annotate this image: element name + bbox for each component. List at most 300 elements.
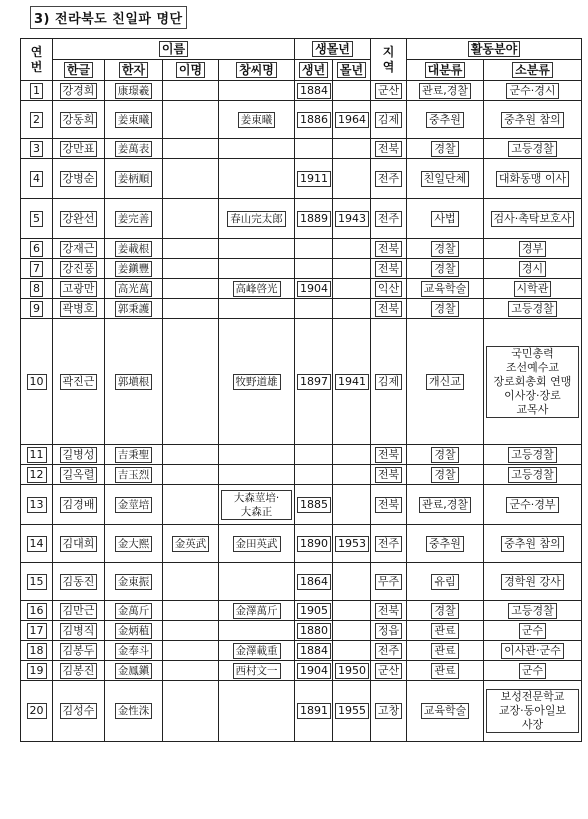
cell-hangul-text: 곽병호 — [60, 301, 98, 317]
cell-minor-text: 고등경찰 — [508, 447, 557, 463]
cell-no — [21, 199, 53, 239]
cell-soshi — [219, 139, 295, 159]
cell-birth — [295, 641, 333, 661]
cell-soshi — [219, 319, 295, 445]
cell-hanja-text: 姜鎭豐 — [115, 261, 153, 277]
cell-hanja-text: 金東振 — [115, 574, 153, 590]
cell-major — [407, 445, 484, 465]
cell-minor-text: 군수·경시 — [506, 83, 558, 99]
cell-hangul — [53, 139, 105, 159]
cell-minor — [484, 239, 582, 259]
cell-no-text: 14 — [27, 536, 47, 552]
table-row — [21, 465, 582, 485]
cell-minor-text: 고등경찰 — [508, 467, 557, 483]
cell-region — [371, 319, 407, 445]
cell-hanja — [105, 81, 163, 101]
cell-hanja — [105, 279, 163, 299]
cell-hanja — [105, 199, 163, 239]
cell-death — [333, 159, 371, 199]
cell-hangul — [53, 621, 105, 641]
cell-major — [407, 641, 484, 661]
cell-no — [21, 259, 53, 279]
cell-hanja-text: 姜完善 — [115, 211, 153, 227]
cell-hangul — [53, 563, 105, 601]
cell-minor — [484, 139, 582, 159]
table-row — [21, 445, 582, 465]
cell-alias — [163, 445, 219, 465]
cell-hangul-text: 강재근 — [60, 241, 98, 257]
cell-region-text: 무주 — [375, 574, 402, 590]
table-row — [21, 299, 582, 319]
cell-major — [407, 299, 484, 319]
cell-alias — [163, 641, 219, 661]
cell-birth — [295, 621, 333, 641]
page-title: 3) 전라북도 친일파 명단 — [30, 6, 187, 29]
cell-death — [333, 465, 371, 485]
cell-alias — [163, 101, 219, 139]
cell-hanja — [105, 139, 163, 159]
cell-no — [21, 139, 53, 159]
cell-birth — [295, 199, 333, 239]
cell-minor-text: 시학관 — [514, 281, 552, 297]
cell-birth-text: 1897 — [297, 374, 331, 390]
cell-alias — [163, 681, 219, 742]
cell-birth — [295, 299, 333, 319]
cell-no — [21, 159, 53, 199]
cell-no-text: 13 — [27, 497, 47, 513]
header-birth: 생년 — [295, 60, 333, 81]
roster-table — [20, 38, 582, 742]
cell-minor-text: 군수 — [519, 663, 546, 679]
cell-major-text: 개신교 — [426, 374, 464, 390]
cell-hanja-text: 吉玉烈 — [115, 467, 153, 483]
cell-major — [407, 563, 484, 601]
cell-alias — [163, 199, 219, 239]
cell-region — [371, 485, 407, 525]
header-hanja: 한자 — [105, 60, 163, 81]
cell-region-text: 익산 — [375, 281, 402, 297]
header-row-bottom — [21, 60, 582, 81]
cell-no — [21, 661, 53, 681]
header-no-top: 연 — [30, 44, 43, 59]
cell-major-text: 경찰 — [431, 603, 458, 619]
cell-minor-text: 이사관·군수 — [501, 643, 564, 659]
cell-death — [333, 81, 371, 101]
cell-death-text: 1950 — [335, 663, 369, 679]
cell-hanja-text: 金鳳鎭 — [115, 663, 153, 679]
cell-no — [21, 239, 53, 259]
cell-birth — [295, 319, 333, 445]
cell-hanja — [105, 259, 163, 279]
cell-death-text: 1941 — [335, 374, 369, 390]
cell-major-text: 경찰 — [431, 301, 458, 317]
cell-alias — [163, 81, 219, 101]
cell-hangul-text: 김봉두 — [60, 643, 98, 659]
cell-soshi-text: 西村文一 — [233, 663, 281, 679]
header-soshi: 창씨명 — [219, 60, 295, 81]
cell-hanja — [105, 319, 163, 445]
cell-birth-text: 1891 — [297, 703, 331, 719]
cell-soshi — [219, 641, 295, 661]
table-row — [21, 641, 582, 661]
cell-hangul — [53, 641, 105, 661]
cell-birth — [295, 525, 333, 563]
cell-soshi — [219, 601, 295, 621]
cell-death — [333, 279, 371, 299]
cell-hangul — [53, 319, 105, 445]
cell-hanja — [105, 239, 163, 259]
cell-minor-text: 경시 — [519, 261, 546, 277]
cell-hangul-text: 강진풍 — [60, 261, 98, 277]
cell-major — [407, 159, 484, 199]
cell-region — [371, 299, 407, 319]
cell-alias — [163, 259, 219, 279]
cell-minor-text: 경학원 강사 — [501, 574, 564, 590]
cell-major-text: 경찰 — [431, 447, 458, 463]
header-hangul: 한글 — [53, 60, 105, 81]
cell-birth-text: 1905 — [297, 603, 331, 619]
cell-no-text: 4 — [30, 171, 43, 187]
cell-minor — [484, 661, 582, 681]
cell-birth — [295, 159, 333, 199]
cell-major — [407, 239, 484, 259]
roster-body — [21, 81, 582, 742]
cell-major — [407, 279, 484, 299]
header-alias: 이명 — [163, 60, 219, 81]
cell-death — [333, 485, 371, 525]
cell-soshi — [219, 259, 295, 279]
cell-no-text: 10 — [27, 374, 47, 390]
cell-alias — [163, 299, 219, 319]
cell-region-text: 전북 — [375, 141, 402, 157]
cell-death-text: 1953 — [335, 536, 369, 552]
cell-no-text: 18 — [27, 643, 47, 659]
cell-region-text: 전주 — [375, 171, 402, 187]
cell-region — [371, 139, 407, 159]
cell-region-text: 군산 — [375, 83, 402, 99]
header-no — [21, 39, 53, 81]
cell-minor-text: 국민총력 조선예수교 장로회총회 연맹 이사장·장로 교목사 — [486, 346, 579, 418]
header-region — [371, 39, 407, 81]
cell-minor-text: 고등경찰 — [508, 301, 557, 317]
cell-hanja-text: 郭塡根 — [115, 374, 153, 390]
cell-soshi — [219, 239, 295, 259]
header-no-bottom: 번 — [30, 59, 43, 74]
cell-birth — [295, 465, 333, 485]
cell-death — [333, 259, 371, 279]
cell-alias — [163, 239, 219, 259]
cell-hangul-text: 곽진근 — [60, 374, 98, 390]
cell-major — [407, 259, 484, 279]
cell-major — [407, 681, 484, 742]
table-row — [21, 485, 582, 525]
cell-hangul-text: 강동희 — [60, 112, 98, 128]
cell-hanja-text: 金性洙 — [115, 703, 153, 719]
cell-hangul — [53, 601, 105, 621]
cell-no-text: 1 — [30, 83, 43, 99]
cell-birth-text: 1885 — [297, 497, 331, 513]
cell-alias — [163, 139, 219, 159]
cell-region — [371, 661, 407, 681]
cell-hangul — [53, 661, 105, 681]
cell-region-text: 김제 — [375, 112, 402, 128]
cell-region — [371, 279, 407, 299]
cell-hanja — [105, 159, 163, 199]
cell-hangul-text: 강만표 — [60, 141, 98, 157]
cell-region — [371, 81, 407, 101]
cell-alias — [163, 661, 219, 681]
cell-major-text: 경찰 — [431, 467, 458, 483]
cell-minor-text: 보성전문학교 교장·동아일보 사장 — [486, 689, 579, 733]
cell-region-text: 전주 — [375, 536, 402, 552]
cell-region — [371, 641, 407, 661]
cell-major — [407, 485, 484, 525]
table-row — [21, 621, 582, 641]
cell-soshi — [219, 681, 295, 742]
cell-soshi-text: 春山完太郎 — [227, 211, 286, 227]
table-row — [21, 101, 582, 139]
cell-soshi — [219, 159, 295, 199]
cell-hangul-text: 강경희 — [60, 83, 98, 99]
cell-hangul-text: 김성수 — [60, 703, 98, 719]
cell-region — [371, 101, 407, 139]
cell-birth-text: 1886 — [297, 112, 331, 128]
cell-minor — [484, 81, 582, 101]
cell-hanja-text: 金莖培 — [115, 497, 153, 513]
cell-no — [21, 445, 53, 465]
cell-no-text: 12 — [27, 467, 47, 483]
cell-soshi — [219, 445, 295, 465]
cell-death — [333, 563, 371, 601]
cell-minor — [484, 465, 582, 485]
cell-major — [407, 601, 484, 621]
cell-major — [407, 319, 484, 445]
cell-birth — [295, 101, 333, 139]
cell-birth — [295, 661, 333, 681]
cell-hangul-text: 고광만 — [60, 281, 98, 297]
cell-major-text: 교육학술 — [421, 281, 470, 297]
cell-region-text: 전북 — [375, 301, 402, 317]
cell-hangul-text: 강완선 — [60, 211, 98, 227]
cell-hangul — [53, 259, 105, 279]
cell-minor-text: 경부 — [519, 241, 546, 257]
cell-region-text: 전북 — [375, 497, 402, 513]
cell-alias — [163, 563, 219, 601]
cell-no-text: 2 — [30, 112, 43, 128]
cell-minor-text: 고등경찰 — [508, 603, 557, 619]
cell-alias — [163, 159, 219, 199]
cell-birth — [295, 485, 333, 525]
cell-region — [371, 239, 407, 259]
cell-hanja — [105, 465, 163, 485]
cell-soshi — [219, 101, 295, 139]
cell-hangul-text: 길병성 — [60, 447, 98, 463]
cell-hanja-text: 康璟羲 — [115, 83, 153, 99]
cell-no-text: 11 — [27, 447, 47, 463]
cell-minor — [484, 299, 582, 319]
cell-hanja — [105, 641, 163, 661]
cell-hanja-text: 金奉斗 — [115, 643, 153, 659]
cell-region-text: 전주 — [375, 211, 402, 227]
cell-region-text: 전주 — [375, 643, 402, 659]
cell-major — [407, 139, 484, 159]
cell-birth-text: 1890 — [297, 536, 331, 552]
cell-minor — [484, 259, 582, 279]
cell-hangul — [53, 299, 105, 319]
cell-major — [407, 525, 484, 563]
cell-birth — [295, 239, 333, 259]
cell-hanja-text: 高光萬 — [115, 281, 153, 297]
cell-alias — [163, 601, 219, 621]
cell-region-text: 전북 — [375, 447, 402, 463]
cell-hanja-text: 金炳稙 — [115, 623, 153, 639]
header-major: 대분류 — [407, 60, 484, 81]
table-row — [21, 563, 582, 601]
cell-birth-text: 1884 — [297, 643, 331, 659]
cell-hangul-text: 강병순 — [60, 171, 98, 187]
cell-no-text: 20 — [27, 703, 47, 719]
cell-no — [21, 319, 53, 445]
cell-region — [371, 563, 407, 601]
cell-hanja-text: 郭秉護 — [115, 301, 153, 317]
cell-region — [371, 445, 407, 465]
cell-hanja-text: 姜柄順 — [115, 171, 153, 187]
cell-hangul — [53, 525, 105, 563]
cell-hangul-text: 김봉진 — [60, 663, 98, 679]
cell-minor — [484, 319, 582, 445]
cell-alias — [163, 465, 219, 485]
table-row — [21, 525, 582, 563]
cell-no — [21, 279, 53, 299]
cell-hangul-text: 김만근 — [60, 603, 98, 619]
cell-region-text: 전북 — [375, 241, 402, 257]
cell-minor-text: 중추원 참의 — [501, 536, 564, 552]
cell-hangul-text: 김병직 — [60, 623, 98, 639]
cell-soshi — [219, 465, 295, 485]
cell-major — [407, 199, 484, 239]
cell-death — [333, 525, 371, 563]
cell-death-text: 1943 — [335, 211, 369, 227]
cell-no-text: 6 — [30, 241, 43, 257]
cell-soshi — [219, 661, 295, 681]
table-row — [21, 279, 582, 299]
cell-major-text: 유림 — [431, 574, 458, 590]
cell-minor — [484, 445, 582, 465]
cell-minor-text: 대화동맹 이사 — [496, 171, 569, 187]
cell-hangul — [53, 465, 105, 485]
cell-birth — [295, 601, 333, 621]
cell-no — [21, 101, 53, 139]
cell-region — [371, 159, 407, 199]
cell-no — [21, 299, 53, 319]
cell-hanja — [105, 525, 163, 563]
cell-hangul — [53, 199, 105, 239]
cell-death — [333, 681, 371, 742]
cell-soshi — [219, 279, 295, 299]
cell-birth — [295, 279, 333, 299]
table-row — [21, 681, 582, 742]
cell-minor — [484, 601, 582, 621]
cell-birth — [295, 139, 333, 159]
cell-no-text: 9 — [30, 301, 43, 317]
cell-birth — [295, 681, 333, 742]
cell-region — [371, 681, 407, 742]
cell-birth-text: 1864 — [297, 574, 331, 590]
cell-death — [333, 445, 371, 465]
cell-region — [371, 601, 407, 621]
cell-alias — [163, 621, 219, 641]
cell-hanja-text: 姜東曦 — [115, 112, 153, 128]
cell-alias — [163, 485, 219, 525]
cell-major-text: 관료 — [431, 663, 458, 679]
table-row — [21, 661, 582, 681]
cell-birth — [295, 81, 333, 101]
cell-region — [371, 199, 407, 239]
cell-minor — [484, 563, 582, 601]
cell-hanja — [105, 563, 163, 601]
cell-birth-text: 1911 — [297, 171, 331, 187]
cell-no — [21, 525, 53, 563]
cell-death — [333, 621, 371, 641]
cell-region — [371, 525, 407, 563]
header-name-group: 이름 — [53, 39, 295, 60]
header-birth-death-group: 생몰년 — [295, 39, 371, 60]
cell-minor — [484, 159, 582, 199]
cell-hanja-text: 吉秉聖 — [115, 447, 153, 463]
cell-birth-text: 1904 — [297, 663, 331, 679]
cell-death — [333, 299, 371, 319]
cell-minor — [484, 485, 582, 525]
table-row — [21, 139, 582, 159]
cell-region — [371, 465, 407, 485]
cell-alias — [163, 319, 219, 445]
cell-minor-text: 고등경찰 — [508, 141, 557, 157]
cell-region-text: 정읍 — [375, 623, 402, 639]
cell-hanja — [105, 445, 163, 465]
cell-alias — [163, 525, 219, 563]
cell-death-text: 1955 — [335, 703, 369, 719]
cell-no — [21, 563, 53, 601]
cell-minor — [484, 199, 582, 239]
cell-soshi — [219, 299, 295, 319]
cell-no-text: 15 — [27, 574, 47, 590]
cell-birth-text: 1889 — [297, 211, 331, 227]
cell-hangul-text: 길옥렬 — [60, 467, 98, 483]
cell-no — [21, 485, 53, 525]
cell-hanja — [105, 601, 163, 621]
cell-no-text: 3 — [30, 141, 43, 157]
cell-minor-text: 검사·촉탁보호사 — [491, 211, 575, 227]
cell-hanja — [105, 299, 163, 319]
cell-no-text: 19 — [27, 663, 47, 679]
cell-birth-text: 1884 — [297, 83, 331, 99]
cell-death — [333, 641, 371, 661]
cell-hangul — [53, 279, 105, 299]
cell-soshi — [219, 81, 295, 101]
cell-no — [21, 681, 53, 742]
cell-no — [21, 641, 53, 661]
cell-birth — [295, 563, 333, 601]
cell-hanja — [105, 485, 163, 525]
cell-soshi — [219, 199, 295, 239]
cell-major-text: 친일단체 — [421, 171, 470, 187]
cell-death — [333, 661, 371, 681]
cell-birth — [295, 445, 333, 465]
cell-death — [333, 239, 371, 259]
cell-region-text: 김제 — [375, 374, 402, 390]
cell-alias — [163, 279, 219, 299]
cell-minor — [484, 101, 582, 139]
